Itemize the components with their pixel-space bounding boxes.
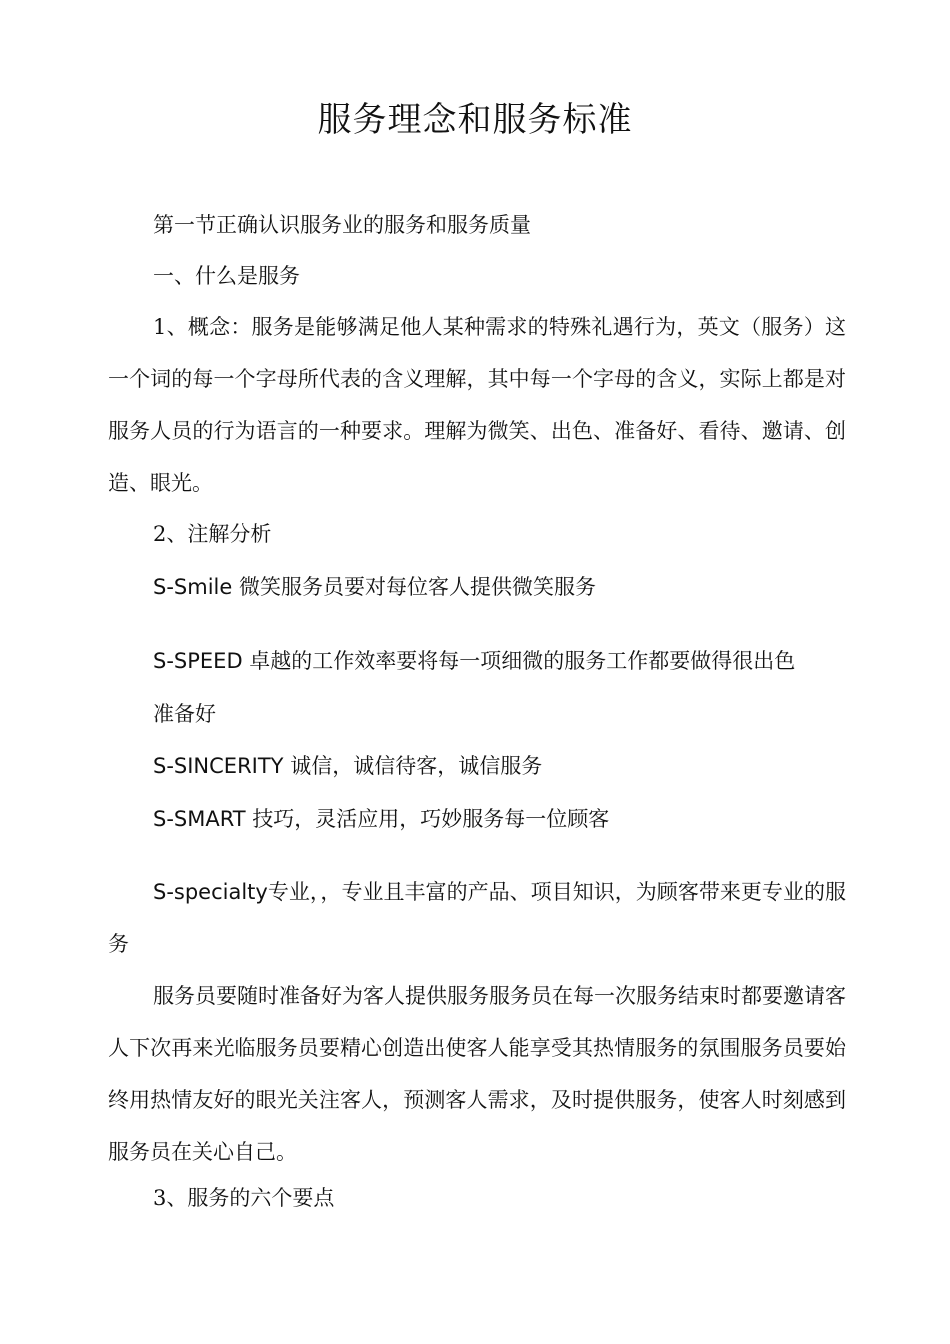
speed-text: 卓越的工作效率要将每一项细微的服务工作都要做得很出色 xyxy=(249,649,796,673)
sincerity-line xyxy=(153,750,893,782)
speed-code: S-SPEED xyxy=(153,649,243,673)
specialty-paragraph xyxy=(108,866,846,970)
smile-text: 微笑服务员要对每位客人提供微笑服务 xyxy=(238,575,596,599)
smile-line xyxy=(153,571,893,603)
specialty-code: S-specialty xyxy=(153,880,268,904)
smile-code: S-Smile xyxy=(153,575,233,599)
document-title: 服务理念和服务标准 xyxy=(317,100,633,140)
speed-line xyxy=(153,645,893,677)
sincerity-text: 诚信，诚信待客，诚信服务 xyxy=(290,754,543,778)
concept-paragraph: 1、概念：服务是能够满足他人某种需求的特殊礼遇行为，英文（服务）这一个词的每一个字母所代表的含义理解，其中每一个字母的含义，实际上都是对服务人员的行为语言的一种要求。理解为微笑、出色、准备好、看待、邀请、创造、眼光。 xyxy=(108,315,846,495)
six-points-heading: 3、服务的六个要点 xyxy=(153,1186,335,1210)
smart-text: 技巧，灵活应用，巧妙服务每一位顾客 xyxy=(252,807,610,831)
sincerity-code: S-SINCERITY xyxy=(153,754,284,778)
smart-line xyxy=(153,803,893,835)
smart-code: S-SMART xyxy=(153,807,246,831)
specialty-text: 专业，，专业且丰富的产品、项目知识，为顾客带来更专业的服务 xyxy=(108,880,846,956)
heading-what-is-service: 一、什么是服务 xyxy=(153,264,300,288)
section-heading: 第一节正确认识服务业的服务和服务质量 xyxy=(153,213,531,237)
service-paragraph: 服务员要随时准备好为客人提供服务服务员在每一次服务结束时都要邀请客人下次再来光临服务员要精心创造出使客人能享受其热情服务的氛围服务员要始终用热情友好的眼光关注客人，预测客人需求，及时提供服务，使客人时刻感到服务员在关心自己。 xyxy=(108,984,846,1164)
ready-line: 准备好 xyxy=(153,702,216,726)
analysis-heading: 2、注解分析 xyxy=(153,522,272,546)
